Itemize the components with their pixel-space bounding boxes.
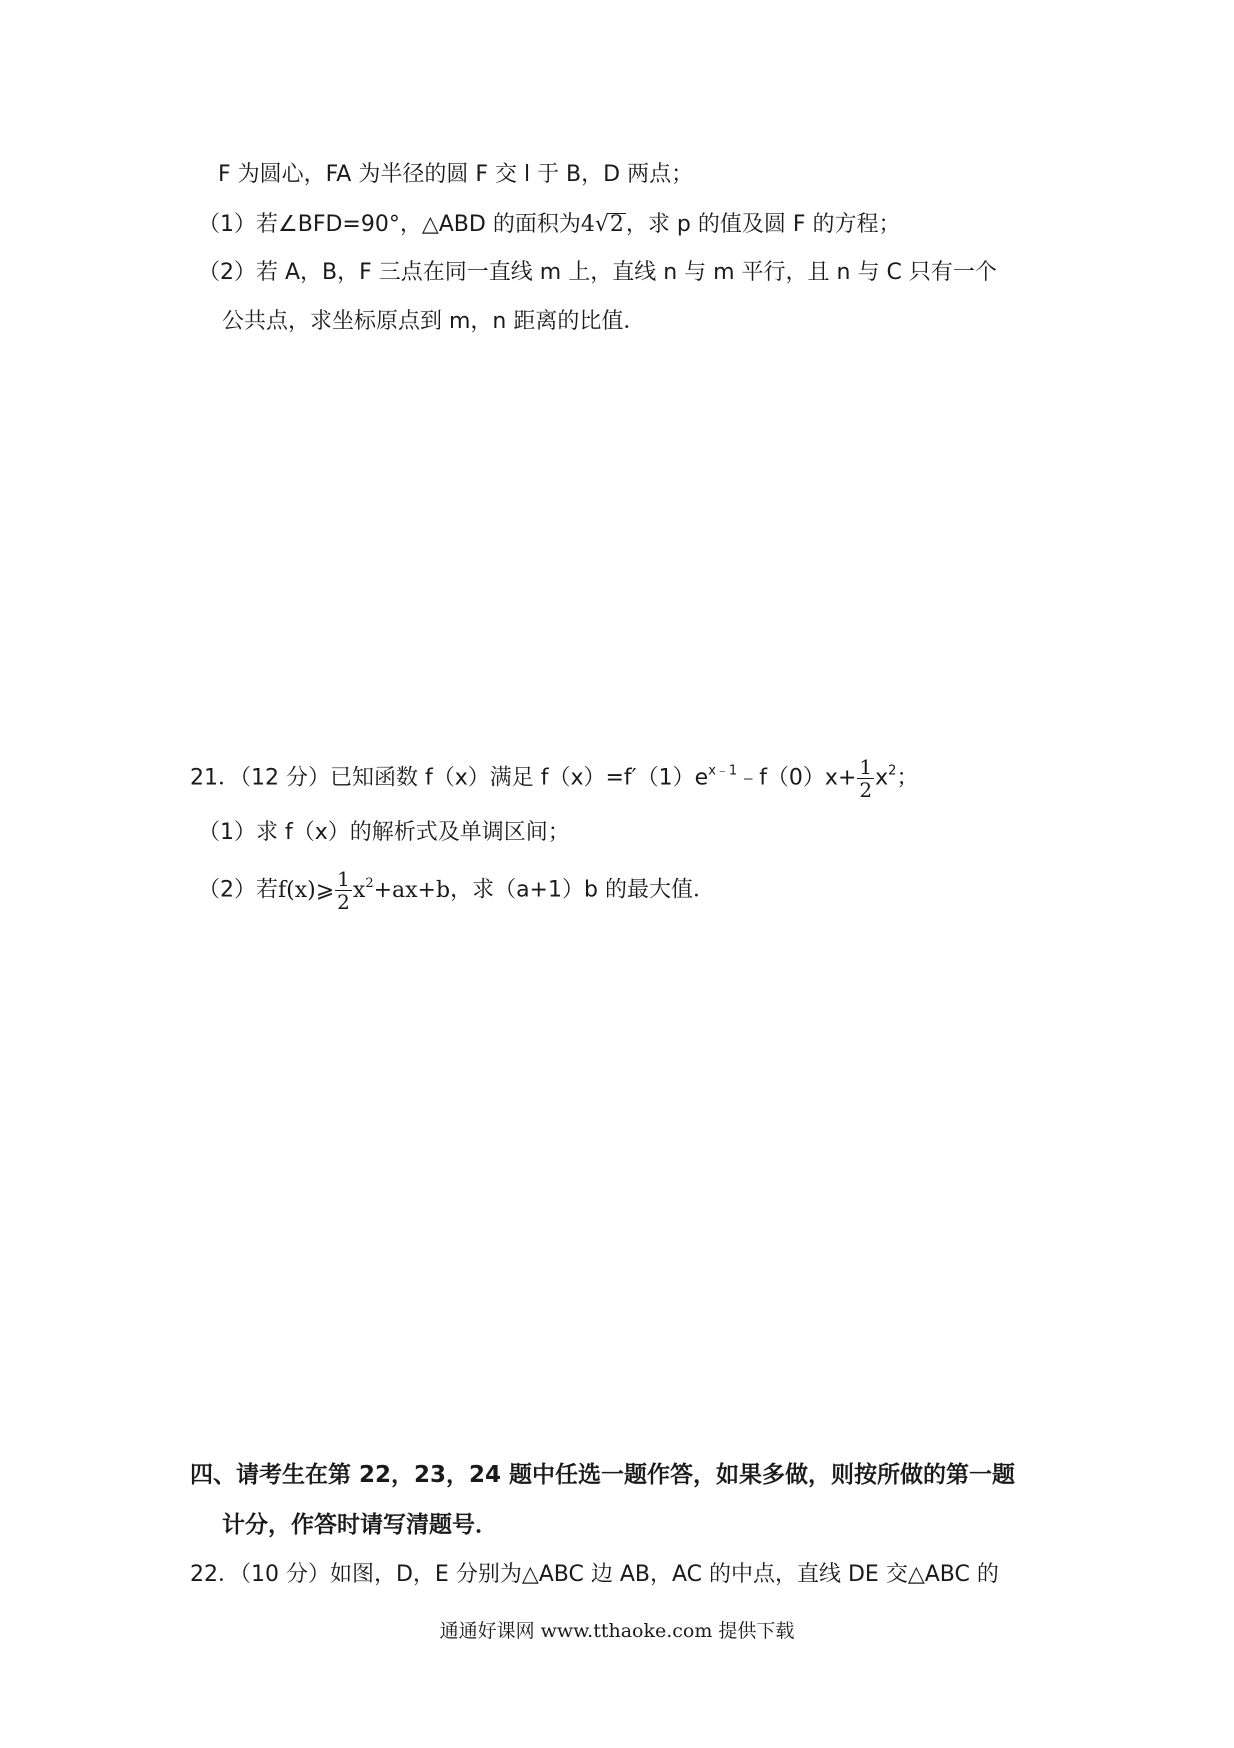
- q21-inequality-den: 2: [337, 890, 350, 914]
- page-footer: 通通好课网 www.tthaoke.com 提供下载: [439, 1620, 795, 1642]
- section4-heading-line1: 四、请考生在第 22，23，24 题中任选一题作答，如果多做，则按所做的第一题: [190, 1462, 1016, 1488]
- q21-stem: [190, 756, 918, 801]
- q21-mid: ﹣f（0）x+: [737, 765, 857, 791]
- q21-end: ；: [896, 765, 919, 791]
- q20-part1-text-a: （1）若∠BFD=90°，△ABD 的面积为: [198, 212, 581, 237]
- q21-intro: 21．（12 分）已知函数 f（x）满足 f（x）=f′（1）e: [190, 765, 709, 791]
- q21-inequality-fraction: [335, 868, 352, 913]
- q20-part2-line1: （2）若 A，B，F 三点在同一直线 m 上，直线 n 与 m 平行，且 n 与 C 只有一个: [198, 260, 997, 285]
- sqrt-coefficient: 4: [580, 212, 595, 237]
- q21-inequality-exp: 2: [365, 875, 374, 891]
- q21-inequality-rhs: +ax+b: [373, 877, 451, 903]
- q20-line1: F 为圆心，FA 为半径的圆 F 交 l 于 B，D 两点；: [218, 162, 694, 187]
- q21-fraction: [857, 756, 874, 801]
- q20-part1: [198, 210, 900, 240]
- q21-inequality-x: x: [352, 877, 366, 903]
- sqrt-radicand: 2: [609, 212, 624, 237]
- q20-part2-line2: 公共点，求坐标原点到 m，n 距离的比值．: [222, 309, 646, 334]
- q21-inequality-num: 1: [337, 867, 350, 891]
- q21-tail-exponent: 2: [888, 763, 897, 779]
- q21-tail: x: [875, 765, 889, 791]
- q21-part2: [198, 868, 715, 913]
- q20-part1-text-b: ，求 p 的值及圆 F 的方程；: [625, 212, 901, 237]
- q22-line1: 22．（10 分）如图，D，E 分别为△ABC 边 AB，AC 的中点，直线 DE 交△ABC 的: [190, 1562, 999, 1587]
- q21-part2-text-a: （2）若: [198, 877, 278, 903]
- q21-part1: （1）求 f（x）的解析式及单调区间；: [198, 820, 570, 845]
- q21-inequality: [278, 867, 451, 914]
- q21-fraction-den: 2: [859, 778, 873, 802]
- q21-fraction-num: 1: [859, 755, 873, 779]
- q21-inequality-lhs: f(x)⩾: [278, 877, 335, 903]
- sqrt-expression: 4√2: [580, 212, 624, 237]
- q21-part2-text-b: ，求（a+1）b 的最大值．: [450, 877, 715, 903]
- section4-heading-line2: 计分，作答时请写清题号．: [222, 1512, 498, 1538]
- q21-exponent: x﹣1: [708, 763, 738, 779]
